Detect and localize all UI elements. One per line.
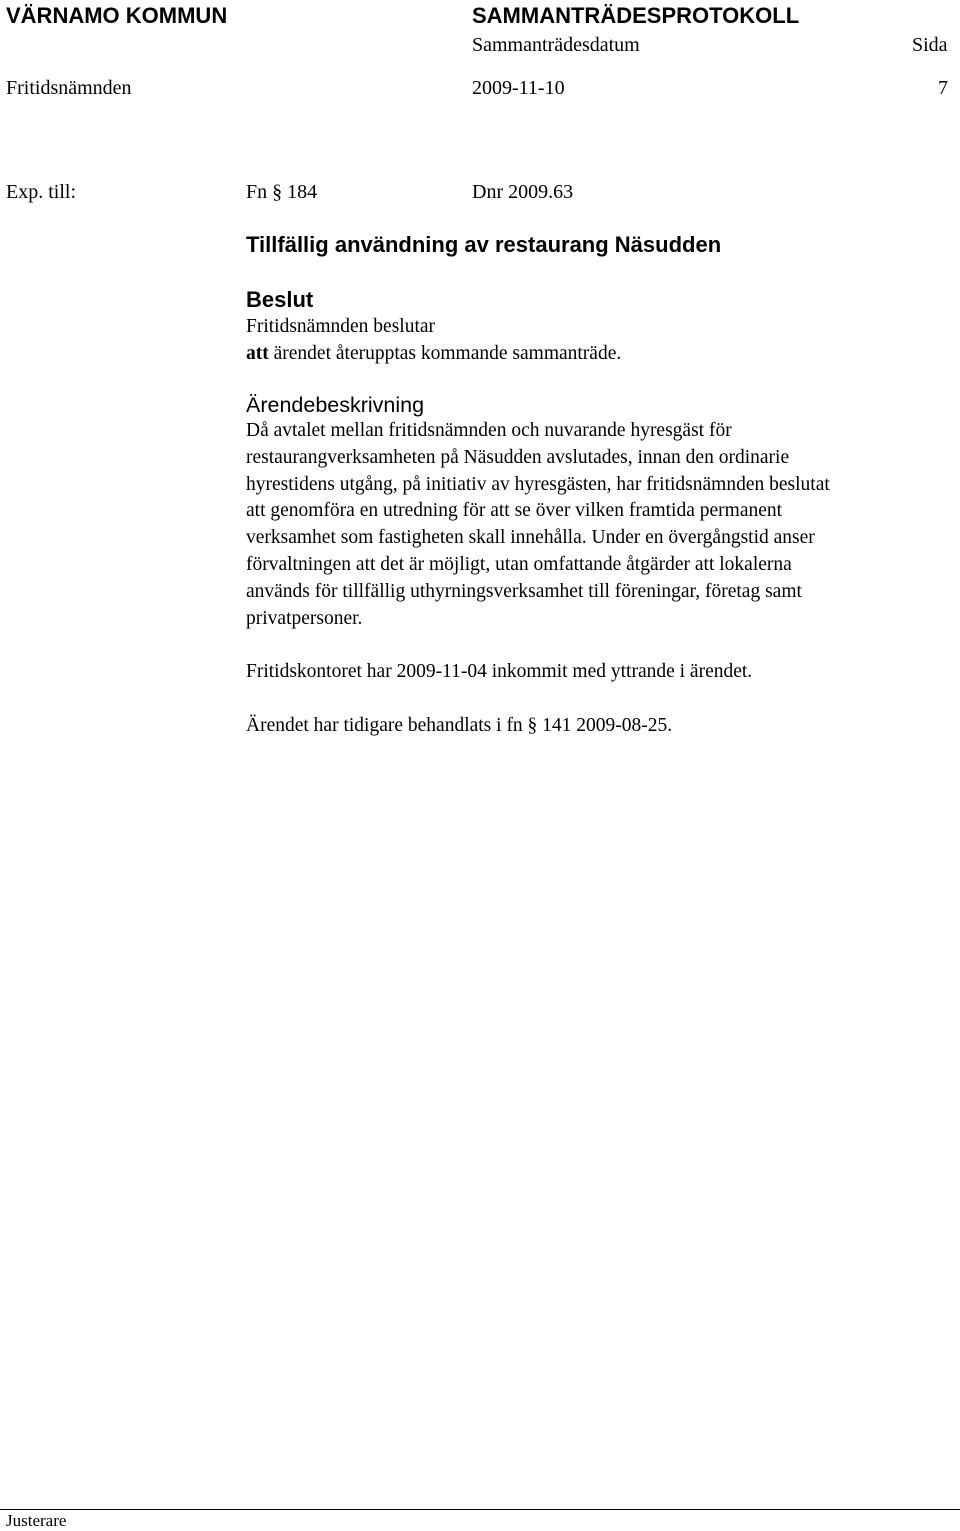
decision-intro: Fritidsnämnden beslutar xyxy=(246,316,436,337)
description-body xyxy=(246,418,958,632)
decision-att: att xyxy=(246,343,269,364)
description-line: hyrestidens utgång, på initiativ av hyresgästen, har fritidsnämnden beslutat xyxy=(246,473,830,495)
decision-heading: Beslut xyxy=(246,287,314,312)
footer-divider xyxy=(0,1509,960,1510)
description-line: används för tillfällig uthyrningsverksamhet till föreningar, företag samt xyxy=(246,580,802,602)
paragraph-number: Fn § 184 xyxy=(246,181,318,203)
description-line: verksamhet som fastigheten skall innehålla. Under en övergångstid anser xyxy=(246,527,815,549)
description-heading: Ärendebeskrivning xyxy=(246,393,425,417)
page-label: Sida xyxy=(912,34,948,56)
decision-body: ärendet återupptas kommande sammanträde. xyxy=(268,343,622,364)
page-number: 7 xyxy=(938,77,948,99)
history-paragraph: Ärendet har tidigare behandlats i fn § 141 2009-08-25. xyxy=(246,715,673,736)
description-line: privatpersoner. xyxy=(246,607,363,629)
registration-number: Dnr 2009.63 xyxy=(472,181,574,203)
committee-name: Fritidsnämnden xyxy=(6,77,132,99)
decision-text xyxy=(246,341,621,368)
org-name: VÄRNAMO KOMMUN xyxy=(6,3,228,28)
statement-paragraph: Fritidskontoret har 2009-11-04 inkommit med yttrande i ärendet. xyxy=(246,661,753,682)
description-line: Då avtalet mellan fritidsnämnden och nuvarande hyresgäst för xyxy=(246,420,732,441)
meeting-date: 2009-11-10 xyxy=(472,77,565,99)
document-type: SAMMANTRÄDESPROTOKOLL xyxy=(472,3,800,28)
date-label: Sammanträdesdatum xyxy=(472,34,640,56)
description-line: restaurangverksamheten på Näsudden avslutades, innan den ordinarie xyxy=(246,446,790,468)
description-line: förvaltningen att det är möjligt, utan omfattande åtgärder att lokalerna xyxy=(246,553,792,575)
description-line: att genomföra en utredning för att se över vilken framtida permanent xyxy=(246,500,783,522)
case-title: Tillfällig användning av restaurang Näsudden xyxy=(246,232,722,257)
exp-label: Exp. till: xyxy=(6,181,76,203)
adjuster-label: Justerare xyxy=(6,1511,67,1530)
